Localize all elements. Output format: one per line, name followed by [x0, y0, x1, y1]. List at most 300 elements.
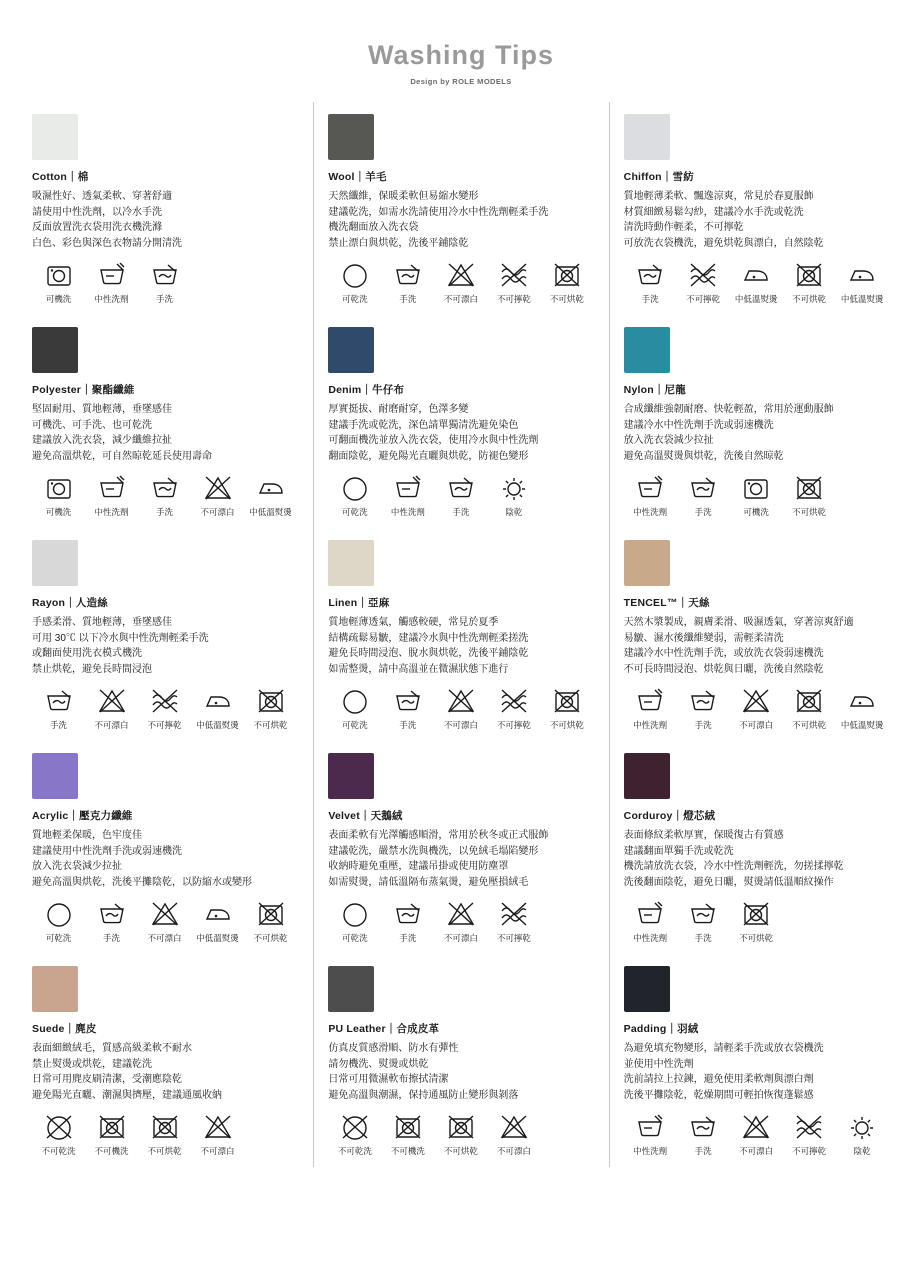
mild-detergent-icon: [97, 473, 127, 503]
care-symbol: [487, 260, 540, 305]
instruction-line: 表面條紋柔軟厚實，保暖復古有質感: [623, 830, 784, 841]
care-symbol: [783, 1112, 836, 1157]
fabric-name: Nylon｜尼龍: [623, 384, 686, 396]
care-symbol: [677, 260, 730, 305]
no-wring-icon: [499, 686, 529, 716]
instruction-line: 天然木漿製成，親膚柔滑、吸濕透氣，穿著涼爽舒適: [623, 617, 854, 628]
instruction-line: 建議乾洗，嚴禁水洗與機洗，以免絨毛塌陷變形: [328, 845, 539, 857]
care-symbol: [138, 473, 191, 518]
care-symbol-label: 中性洗劑: [94, 507, 129, 517]
no-tumble-dry-icon: [741, 899, 771, 929]
instruction-line: 收納時避免重壓，建議吊掛或使用防塵罩: [328, 861, 509, 872]
instruction-line: 仿真皮質感滑順、防水有彈性: [328, 1043, 459, 1054]
fabric-name: TENCEL™｜天絲: [623, 597, 710, 609]
instruction-line: 機洗翻面放入洗衣袋: [328, 222, 419, 233]
instruction-line: 避免長時間浸泡、脫水與烘乾，洗後平鋪陰乾: [328, 648, 529, 659]
care-symbol: [328, 686, 381, 731]
instruction-line: 厚實挺拔、耐磨耐穿，色澤多變: [328, 404, 469, 415]
care-symbol: [677, 473, 730, 518]
instruction-line: 質地輕薄柔軟、飄逸涼爽，常見於春夏服飾: [623, 191, 814, 202]
care-symbol: [836, 1112, 889, 1157]
no-tumble-dry-icon: [446, 1112, 476, 1142]
care-symbol: [32, 899, 85, 944]
mild-detergent-icon: [635, 1112, 665, 1142]
instruction-line: 日常可用麂皮刷清潔，受潮應陰乾: [32, 1074, 182, 1085]
care-symbol: [32, 686, 85, 731]
care-symbol: [244, 473, 297, 518]
care-symbol-label: 中性洗劑: [633, 1146, 668, 1156]
care-symbol-label: 不可擰乾: [792, 1146, 827, 1156]
no-dry-clean-icon: [340, 1112, 370, 1142]
fabric-name: Acrylic｜壓克力纖維: [32, 810, 133, 822]
care-symbol: [381, 899, 434, 944]
care-symbol: [328, 899, 381, 944]
care-symbol: [85, 686, 138, 731]
fabric-swatch: [32, 753, 78, 799]
instruction-line: 洗後翻面陰乾，避免日曬，熨燙請低溫順紋操作: [623, 876, 834, 888]
fabric-card: [32, 954, 299, 1167]
care-symbol-label: 不可漂白: [496, 1146, 531, 1156]
care-symbol-label: 不可漂白: [443, 720, 478, 730]
instruction-line: 請勿機洗、熨燙或烘乾: [328, 1058, 429, 1070]
iron-low-icon: [203, 899, 233, 929]
fabric-name: Wool｜羊毛: [328, 171, 387, 183]
instruction-line: 如需整燙，請中高溫並在微濕狀態下進行: [328, 663, 509, 675]
fabric-name: Padding｜羽絨: [623, 1023, 699, 1035]
instruction-line: 日常可用微濕軟布擦拭清潔: [328, 1074, 449, 1085]
instruction-line: 質地輕柔保暖，色牢度佳: [32, 830, 142, 841]
hand-wash-icon: [150, 260, 180, 290]
fabric-instructions: [32, 615, 299, 677]
care-symbol-row: [32, 473, 299, 518]
no-wring-icon: [794, 1112, 824, 1142]
fabric-swatch: [624, 540, 670, 586]
fabric-card: [624, 741, 890, 954]
care-symbol: [487, 686, 540, 731]
fabric-instructions: [624, 1041, 890, 1103]
care-symbol-label: 不可烘乾: [443, 1146, 478, 1156]
fabric-instructions: [624, 615, 890, 677]
no-machine-wash-icon: [97, 1112, 127, 1142]
line-dry-icon: [847, 1112, 877, 1142]
care-symbol: [730, 899, 783, 944]
care-symbol: [487, 473, 540, 518]
care-symbol-label: 不可烘乾: [739, 933, 774, 943]
care-symbol-label: 不可漂白: [739, 720, 774, 730]
fabric-swatch: [624, 966, 670, 1012]
hand-wash-icon: [393, 260, 423, 290]
instruction-line: 合成纖維強韌耐磨、快乾輕盈，常用於運動服飾: [623, 404, 834, 415]
fabric-name: Rayon｜人造絲: [32, 597, 108, 609]
care-symbol: [624, 473, 677, 518]
care-symbol: [381, 1112, 434, 1157]
care-symbol-label: 不可乾洗: [337, 1146, 372, 1156]
care-symbol-label: 不可烘乾: [147, 1146, 182, 1156]
care-symbol-label: 不可漂白: [200, 1146, 235, 1156]
care-symbol: [85, 1112, 138, 1157]
care-symbol: [434, 686, 487, 731]
care-symbol-row: [32, 899, 299, 944]
no-bleach-icon: [499, 1112, 529, 1142]
care-symbol: [540, 260, 593, 305]
no-dry-clean-icon: [44, 1112, 74, 1142]
fabric-card: [624, 102, 890, 315]
line-dry-icon: [499, 473, 529, 503]
care-symbol-label: 中性洗劑: [633, 720, 668, 730]
instruction-line: 建議冷水中性洗劑手洗，或放洗衣袋弱速機洗: [623, 648, 824, 659]
fabric-name: Velvet｜天鵝絨: [328, 810, 403, 822]
care-symbol-label: 中低溫熨燙: [196, 720, 239, 730]
instruction-line: 可放洗衣袋機洗，避免烘乾與漂白，自然陰乾: [623, 237, 824, 249]
iron-low-icon: [203, 686, 233, 716]
care-symbol: [328, 473, 381, 518]
care-symbol-label: 手洗: [399, 294, 417, 304]
care-symbol: [624, 1112, 677, 1157]
care-symbol: [328, 260, 381, 305]
no-tumble-dry-icon: [552, 686, 582, 716]
care-symbol-row: [624, 260, 890, 305]
care-symbol-label: 不可機洗: [94, 1146, 129, 1156]
care-symbol: [85, 473, 138, 518]
care-symbol-row: [624, 686, 890, 731]
no-bleach-icon: [150, 899, 180, 929]
care-symbol-label: 不可擰乾: [496, 720, 531, 730]
instruction-line: 建議使用中性洗劑手洗或弱速機洗: [32, 845, 182, 857]
fabric-card: [32, 528, 299, 741]
care-symbol: [624, 260, 677, 305]
instruction-line: 建議放入洗衣袋，減少纖維拉扯: [32, 435, 172, 446]
fabric-name: Cotton｜棉: [32, 171, 89, 183]
instruction-line: 建議翻面單獨手洗或乾洗: [623, 845, 734, 857]
fabric-card: [624, 315, 890, 528]
care-symbol-label: 不可擰乾: [147, 720, 182, 730]
care-symbol: [138, 899, 191, 944]
instruction-line: 或翻面使用洗衣模式機洗: [32, 648, 142, 659]
care-symbol-label: 不可烘乾: [549, 294, 584, 304]
care-symbol-row: [32, 686, 299, 731]
care-symbol: [381, 473, 434, 518]
fabric-card: [328, 102, 594, 315]
instruction-line: 如需熨燙，請低溫隔布蒸氣燙，避免壓損絨毛: [328, 876, 529, 888]
fabric-swatch: [32, 114, 78, 160]
care-symbol-label: 不可擰乾: [496, 933, 531, 943]
care-symbol: [434, 473, 487, 518]
fabric-column-2: [313, 102, 608, 1167]
care-symbol-label: 不可擰乾: [496, 294, 531, 304]
care-symbol: [624, 686, 677, 731]
hand-wash-icon: [97, 899, 127, 929]
care-symbol-row: [624, 899, 890, 944]
no-tumble-dry-icon: [552, 260, 582, 290]
fabric-swatch: [624, 114, 670, 160]
hand-wash-icon: [688, 899, 718, 929]
care-symbol: [434, 1112, 487, 1157]
care-symbol-label: 中性洗劑: [390, 507, 425, 517]
care-symbol-label: 不可烘乾: [253, 720, 288, 730]
no-tumble-dry-icon: [150, 1112, 180, 1142]
care-symbol-label: 中低溫熨燙: [249, 507, 292, 517]
fabric-card: [328, 954, 594, 1167]
care-symbol: [191, 899, 244, 944]
care-symbol-label: 中性洗劑: [94, 294, 129, 304]
care-symbol-label: 可乾洗: [342, 507, 368, 517]
instruction-line: 避免高溫與烘乾，洗後平攤陰乾，以防縮水或變形: [32, 876, 252, 888]
fabric-swatch: [328, 540, 374, 586]
care-symbol-row: [328, 686, 594, 731]
care-symbol: [85, 260, 138, 305]
fabric-name: Corduroy｜燈芯絨: [623, 810, 716, 822]
care-symbol-label: 可乾洗: [45, 933, 72, 943]
care-symbol-label: 可乾洗: [342, 294, 368, 304]
iron-low-icon: [741, 260, 771, 290]
care-symbol-label: 手洗: [155, 294, 173, 304]
care-symbol-label: 手洗: [102, 933, 120, 943]
care-symbol: [677, 686, 730, 731]
care-symbol-row: [624, 1112, 890, 1157]
hand-wash-icon: [44, 686, 74, 716]
instruction-line: 避免高溫烘乾，可自然晾乾延長使用壽命: [32, 450, 212, 462]
care-symbol-label: 不可漂白: [94, 720, 129, 730]
care-symbol: [85, 899, 138, 944]
no-wring-icon: [688, 260, 718, 290]
hand-wash-icon: [688, 473, 718, 503]
no-bleach-icon: [97, 686, 127, 716]
no-bleach-icon: [741, 686, 771, 716]
fabric-instructions: [32, 402, 299, 464]
fabric-card: [624, 528, 890, 741]
care-symbol-label: 手洗: [694, 720, 712, 730]
fabric-card: [624, 954, 890, 1167]
instruction-line: 放入洗衣袋減少拉扯: [32, 861, 122, 872]
care-symbol-row: [328, 260, 594, 305]
fabric-swatch: [328, 753, 374, 799]
instruction-line: 天然纖維，保暖柔軟但易縮水變形: [328, 191, 479, 202]
care-symbol-row: [32, 1112, 299, 1157]
instruction-line: 請使用中性洗劑，以冷水手洗: [32, 206, 162, 218]
fabric-card: [32, 741, 299, 954]
care-symbol-label: 不可烘乾: [792, 294, 827, 304]
instruction-line: 反面放置洗衣袋用洗衣機洗滌: [32, 222, 162, 233]
fabric-name: Polyester｜聚酯纖維: [32, 384, 135, 396]
fabric-swatch: [32, 540, 78, 586]
care-symbol-label: 不可漂白: [739, 1146, 774, 1156]
care-symbol: [783, 473, 836, 518]
page-subtitle: Design by ROLE MODELS: [410, 77, 512, 86]
care-symbol-label: 不可烘乾: [792, 720, 827, 730]
dry-clean-icon: [340, 260, 370, 290]
instruction-line: 洗前請拉上拉鍊，避免使用柔軟劑與漂白劑: [623, 1074, 814, 1085]
no-wring-icon: [499, 899, 529, 929]
dry-clean-icon: [340, 899, 370, 929]
hand-wash-icon: [150, 473, 180, 503]
page-header: [18, 0, 904, 86]
fabric-name: Denim｜牛仔布: [328, 384, 405, 396]
instruction-line: 禁止漂白與烘乾，洗後平鋪陰乾: [328, 237, 469, 249]
instruction-line: 避免高溫熨燙與烘乾，洗後自然晾乾: [623, 450, 784, 462]
care-symbol: [434, 260, 487, 305]
instruction-line: 表面柔軟有光澤觸感順滑，常用於秋冬或正式服飾: [328, 830, 549, 841]
fabric-instructions: [328, 828, 594, 890]
no-tumble-dry-icon: [794, 473, 824, 503]
care-symbol: [677, 1112, 730, 1157]
fabric-instructions: [328, 402, 594, 464]
fabric-card: [328, 528, 594, 741]
care-symbol-label: 中低溫熨燙: [734, 294, 778, 304]
instruction-line: 為避免填充物變形，請輕柔手洗或放衣袋機洗: [623, 1043, 824, 1054]
care-symbol-label: 不可擰乾: [686, 294, 721, 304]
care-symbol: [624, 899, 677, 944]
fabric-column-1: [18, 102, 313, 1167]
care-symbol: [138, 1112, 191, 1157]
fabric-instructions: [328, 615, 594, 677]
hand-wash-icon: [393, 686, 423, 716]
no-tumble-dry-icon: [794, 686, 824, 716]
instruction-line: 堅固耐用、質地輕薄，垂墜感佳: [32, 404, 172, 415]
mild-detergent-icon: [635, 473, 665, 503]
care-symbol: [677, 899, 730, 944]
care-symbol-label: 中低溫熨燙: [196, 933, 239, 943]
fabric-name: Linen｜亞麻: [328, 597, 390, 609]
hand-wash-icon: [688, 1112, 718, 1142]
instruction-line: 並使用中性洗劑: [623, 1058, 694, 1070]
care-symbol: [191, 473, 244, 518]
care-symbol-label: 陰乾: [505, 507, 523, 517]
care-symbol-label: 不可機洗: [390, 1146, 425, 1156]
care-symbol: [328, 1112, 381, 1157]
care-symbol-label: 可機洗: [743, 507, 769, 517]
care-symbol-label: 手洗: [452, 507, 470, 517]
fabric-column-3: [609, 102, 904, 1167]
fabric-swatch: [32, 327, 78, 373]
fabric-swatch: [328, 966, 374, 1012]
instruction-line: 避免高溫與潮濕，保持通風防止變形與剝落: [328, 1089, 519, 1101]
no-bleach-icon: [203, 473, 233, 503]
hand-wash-icon: [446, 473, 476, 503]
hand-wash-icon: [688, 686, 718, 716]
care-symbol-label: 手洗: [694, 507, 712, 517]
care-symbol-row: [328, 473, 594, 518]
care-symbol-row: [624, 473, 890, 518]
instruction-line: 易皺、濕水後纖維變弱，需輕柔清洗: [623, 632, 784, 644]
fabric-instructions: [32, 189, 299, 251]
page-title: Washing Tips: [367, 40, 554, 70]
instruction-line: 翻面陰乾，避免陽光直曬與烘乾，防褪色變形: [328, 450, 529, 462]
care-symbol-label: 中性洗劑: [633, 507, 668, 517]
care-symbol: [244, 899, 297, 944]
iron-low-icon: [847, 686, 877, 716]
fabric-name: Chiffon｜雪紡: [623, 171, 694, 183]
care-symbol-label: 不可漂白: [443, 294, 478, 304]
care-symbol-label: 不可烘乾: [792, 507, 827, 517]
care-symbol: [244, 686, 297, 731]
care-symbol-row: [328, 1112, 594, 1157]
instruction-line: 清洗時動作輕柔，不可擰乾: [623, 222, 744, 233]
fabric-instructions: [624, 828, 890, 890]
fabric-swatch: [624, 753, 670, 799]
instruction-line: 建議冷水中性洗劑手洗或弱速機洗: [623, 419, 774, 431]
care-symbol-label: 陰乾: [853, 1146, 871, 1156]
mild-detergent-icon: [97, 260, 127, 290]
care-symbol-label: 中性洗劑: [633, 933, 668, 943]
fabric-swatch: [328, 327, 374, 373]
care-symbol: [730, 260, 783, 305]
fabric-instructions: [328, 1041, 594, 1103]
hand-wash-icon: [393, 899, 423, 929]
fabric-card: [328, 315, 594, 528]
dry-clean-icon: [340, 473, 370, 503]
instruction-line: 材質細緻易鬆勾紗，建議冷水手洗或乾洗: [623, 206, 804, 218]
care-symbol: [32, 260, 85, 305]
fabric-name: Suede｜麂皮: [32, 1023, 97, 1035]
iron-low-icon: [256, 473, 286, 503]
no-bleach-icon: [203, 1112, 233, 1142]
fabric-instructions: [32, 1041, 299, 1103]
instruction-line: 洗後平攤陰乾，乾燥期間可輕拍恢復蓬鬆感: [623, 1089, 814, 1101]
fabric-swatch: [32, 966, 78, 1012]
care-symbol-label: 手洗: [694, 1146, 712, 1156]
instruction-line: 手感柔滑、質地輕薄，垂墜感佳: [32, 617, 172, 628]
instruction-line: 避免陽光直曬、潮濕與擠壓，建議通風收納: [32, 1089, 222, 1101]
care-symbol: [783, 260, 836, 305]
mild-detergent-icon: [393, 473, 423, 503]
care-symbol-label: 手洗: [155, 507, 173, 517]
no-bleach-icon: [446, 899, 476, 929]
care-symbol-label: 不可漂白: [200, 507, 235, 517]
care-symbol-label: 可機洗: [45, 507, 72, 517]
care-symbol-label: 不可乾洗: [41, 1146, 76, 1156]
fabric-card: [32, 315, 299, 528]
no-tumble-dry-icon: [794, 260, 824, 290]
care-symbol: [836, 260, 889, 305]
no-bleach-icon: [741, 1112, 771, 1142]
hand-wash-icon: [635, 260, 665, 290]
care-symbol: [487, 1112, 540, 1157]
machine-wash-icon: [44, 260, 74, 290]
care-symbol: [540, 686, 593, 731]
care-symbol: [434, 899, 487, 944]
care-symbol: [32, 1112, 85, 1157]
machine-wash-icon: [44, 473, 74, 503]
care-symbol-row: [328, 899, 594, 944]
machine-wash-icon: [741, 473, 771, 503]
care-symbol: [191, 1112, 244, 1157]
instruction-line: 機洗請放洗衣袋，冷水中性洗劑輕洗，勿搓揉擰乾: [623, 861, 844, 872]
mild-detergent-icon: [635, 686, 665, 716]
no-bleach-icon: [446, 686, 476, 716]
fabric-instructions: [624, 189, 890, 251]
instruction-line: 表面細緻絨毛，質感高級柔軟不耐水: [32, 1043, 192, 1054]
fabric-name: PU Leather｜合成皮革: [328, 1023, 440, 1035]
instruction-line: 吸濕性好、透氣柔軟、穿著舒適: [32, 191, 172, 202]
care-symbol: [730, 473, 783, 518]
care-symbol-label: 可機洗: [45, 294, 72, 304]
fabric-care-grid: [18, 102, 904, 1167]
care-symbol-label: 手洗: [49, 720, 67, 730]
instruction-line: 結構疏鬆易皺，建議冷水與中性洗劑輕柔搓洗: [328, 632, 529, 644]
no-tumble-dry-icon: [256, 899, 286, 929]
care-symbol-label: 中低溫熨燙: [840, 720, 884, 730]
care-symbol-label: 不可烘乾: [253, 933, 288, 943]
fabric-card: [328, 741, 594, 954]
instruction-line: 禁止熨燙或烘乾，建議乾洗: [32, 1058, 152, 1070]
care-symbol-label: 中低溫熨燙: [840, 294, 884, 304]
instruction-line: 質地輕薄透氣，觸感較硬，常見於夏季: [328, 617, 499, 628]
instruction-line: 建議手洗或乾洗，深色請單獨清洗避免染色: [328, 419, 519, 431]
fabric-swatch: [624, 327, 670, 373]
no-wring-icon: [499, 260, 529, 290]
fabric-instructions: [624, 402, 890, 464]
care-symbol: [783, 686, 836, 731]
